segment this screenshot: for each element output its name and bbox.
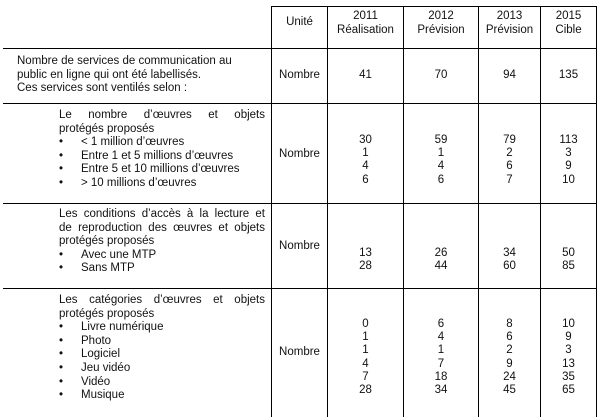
cell-value: 4	[362, 160, 369, 173]
row2-unit: Nombre	[279, 148, 320, 160]
row1-line: Nombre de services de communication au	[17, 55, 232, 67]
row1-value-2011: 41	[359, 69, 372, 81]
row4-values-2013	[479, 318, 540, 397]
cell-value: 1	[437, 344, 445, 357]
cell-value: 3	[565, 147, 572, 160]
cell-value: 1	[362, 147, 369, 160]
cell-value: 7	[362, 370, 369, 383]
cell-value: 24	[503, 370, 516, 383]
cell-value: 34	[503, 247, 516, 259]
cell-value: 113	[559, 134, 578, 146]
row4-description	[59, 294, 265, 403]
cell-value: 35	[562, 370, 575, 383]
cell-value: 6	[437, 318, 445, 330]
row-divider	[271, 6, 597, 7]
row-divider	[3, 203, 597, 204]
row2-values-2012	[404, 134, 478, 187]
list-item: • Entre 5 et 10 millions d’œuvres	[59, 163, 265, 177]
list-item: • Jeu vidéo	[59, 362, 265, 376]
cell-value: 6	[437, 173, 445, 186]
cell-value: 0	[362, 318, 369, 330]
row4-list	[59, 321, 265, 403]
row1-line: public en ligne qui ont été labellisés.	[17, 68, 202, 81]
header-col-2015	[541, 9, 596, 37]
row2-values-2013	[479, 134, 540, 187]
list-item: • > 10 millions d’œuvres	[59, 177, 265, 191]
row4-intro-line: protégés proposés	[59, 307, 155, 320]
row-divider	[3, 48, 597, 49]
row1-value-2015: 135	[558, 69, 579, 81]
row4-values-2012	[404, 318, 478, 397]
cell-value: 28	[359, 383, 372, 396]
cell-value: 10	[562, 318, 575, 330]
list-item: • Avec une MTP	[59, 249, 265, 263]
row4-values-2015	[541, 318, 596, 397]
header-unit: Unité	[286, 16, 313, 28]
row1-unit: Nombre	[279, 69, 320, 81]
cell-value: 50	[562, 247, 575, 259]
header-label: Prévision	[417, 24, 465, 36]
cell-value: 4	[437, 160, 445, 173]
row3-description	[59, 208, 265, 276]
row2-list	[59, 136, 265, 190]
cell-value: 7	[437, 357, 445, 370]
row4-unit: Nombre	[279, 346, 320, 358]
cell-value: 9	[565, 160, 572, 173]
header-year: 2015	[555, 10, 582, 22]
cell-value: 4	[437, 331, 445, 344]
cell-value: 7	[506, 173, 513, 186]
header-year: 2013	[496, 10, 523, 22]
cell-value: 28	[359, 260, 372, 273]
row2-description	[59, 109, 265, 191]
row3-intro-line: de reproduction des œuvres et objets	[59, 221, 265, 234]
row3-values-2012	[404, 247, 478, 273]
cell-value: 85	[562, 260, 575, 273]
cell-value: 18	[434, 370, 448, 383]
cell-value: 3	[565, 344, 572, 357]
cell-value: 4	[362, 357, 369, 370]
list-item: • Logiciel	[59, 348, 265, 362]
cell-value: 9	[506, 357, 513, 370]
cell-value: 1	[362, 331, 369, 344]
cell-value: 2	[506, 344, 513, 357]
cell-value: 34	[434, 383, 448, 396]
row3-unit: Nombre	[279, 240, 320, 252]
cell-value: 26	[434, 247, 448, 259]
row3-intro-line: Les conditions d’accès à la lecture et	[59, 208, 265, 220]
header-col-2012	[404, 9, 478, 37]
row1-description	[17, 55, 232, 96]
header-col-2011	[328, 9, 403, 37]
cell-value: 60	[503, 260, 516, 273]
row1-line: Ces services sont ventilés selon :	[17, 82, 188, 95]
row3-values-2015	[541, 247, 596, 273]
row4-intro-line: Les catégories d’œuvres et objets	[59, 294, 265, 306]
row1-value-2013: 94	[503, 69, 516, 81]
row1-value-2012: 70	[434, 69, 448, 81]
row3-intro-line: protégés proposés	[59, 235, 155, 248]
cell-value: 13	[562, 357, 575, 370]
column-divider	[596, 6, 597, 417]
cell-value: 30	[359, 134, 372, 146]
header-label: Cible	[555, 24, 582, 36]
header-label: Réalisation	[337, 24, 394, 36]
cell-value: 10	[562, 173, 575, 186]
list-item: • Photo	[59, 335, 265, 349]
cell-value: 45	[503, 383, 516, 396]
header-year: 2011	[353, 10, 378, 22]
cell-value: 6	[506, 160, 513, 173]
row4-values-2011	[328, 318, 403, 397]
row3-list	[59, 249, 265, 276]
cell-value: 13	[359, 247, 372, 259]
cell-value: 6	[506, 331, 513, 344]
header-label: Prévision	[485, 24, 534, 36]
header-year: 2012	[428, 10, 454, 22]
row-divider	[3, 288, 597, 289]
cell-value: 1	[437, 147, 445, 160]
list-item: • Musique	[59, 389, 265, 403]
cell-value: 79	[503, 134, 516, 146]
list-item: • Entre 1 et 5 millions d’œuvres	[59, 150, 265, 164]
row2-values-2011	[328, 134, 403, 187]
cell-value: 6	[362, 173, 369, 186]
cell-value: 65	[562, 383, 575, 396]
list-item: • Sans MTP	[59, 262, 265, 276]
list-item: • < 1 million d’œuvres	[59, 136, 265, 150]
row3-values-2013	[479, 247, 540, 273]
cell-value: 59	[434, 134, 448, 146]
row2-intro-line: protégés proposés	[59, 122, 155, 135]
row-divider	[3, 103, 597, 104]
row3-values-2011	[328, 247, 403, 273]
cell-value: 9	[565, 331, 572, 344]
row2-values-2015	[541, 134, 596, 187]
cell-value: 2	[506, 147, 513, 160]
cell-value: 8	[506, 318, 513, 330]
cell-value: 44	[434, 260, 448, 273]
list-item: • Livre numérique	[59, 321, 265, 335]
cell-value: 1	[362, 344, 369, 357]
header-col-2013	[479, 9, 540, 37]
list-item: • Vidéo	[59, 376, 265, 390]
row2-intro-line: Le nombre d’œuvres et objets	[59, 109, 265, 121]
